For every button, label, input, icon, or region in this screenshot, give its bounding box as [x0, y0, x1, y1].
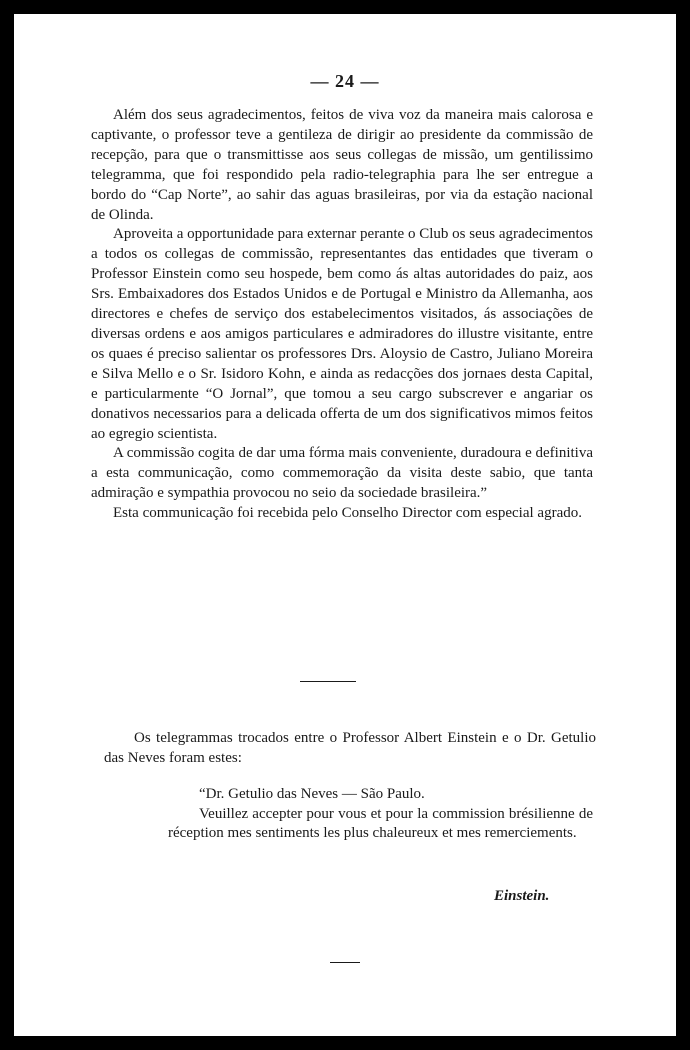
end-divider	[330, 962, 360, 963]
telegrams-intro-text: Os telegrammas trocados entre o Professor Albert Einstein e o Dr. Getulio das Neves foram estes:	[104, 730, 596, 766]
telegram-message: Veuillez accepter pour vous et pour la commission brésilienne de réception mes sentiments les plus chaleureux et mes remerciements.	[168, 805, 593, 841]
paragraph-thanks: Aproveita a opportunidade para externar perante o Club os seus agradecimentos a todos os collegas de commissão, representantes das entidades que tiveram o Professor Einstein como seu hospede, bem como ás altas autoridades do paiz, aos Srs. Embaixadores dos Estados Unidos e de Portugal e Ministro da Allemanha, aos directores e chefes de serviço dos estabelecimentos visitados, ás associações de diversas ordens e aos amigos particulares e admiradores do illustre visitante, entre os quaes é preciso salientar os professores Drs. Aloysio de Castro, Juliano Moreira e Silva Mello e o Sr. Isidoro Kohn, e ainda as redacções dos jornaes desta Capital, e particularmente “O Jornal”, que tomou a seu cargo subscrever e angariar os donativos necessarios para a delicada offerta de um dos significativos mimos feitos ao egregio scientista.	[91, 226, 593, 442]
section-divider	[300, 681, 356, 682]
telegram-salutation: “Dr. Getulio das Neves — São Paulo.	[199, 786, 425, 802]
paragraph-commemoration: A commissão cogita de dar uma fórma mais conveniente, duradoura e definitiva a esta communicação, como commemoração da visita deste sabio, que tanta admiração e sympathia provocou no seio da sociedade brasileira.”	[91, 445, 593, 502]
telegram-quote	[168, 785, 593, 844]
report-body	[91, 106, 593, 524]
telegrams-intro	[104, 728, 596, 768]
paragraph-council-note: Esta communicação foi recebida pelo Conselho Director com especial agrado.	[113, 505, 582, 522]
paragraph-acknowledgements: Além dos seus agradecimentos, feitos de viva voz da maneira mais calorosa e captivante, o professor teve a gentileza de dirigir ao presidente da commissão de recepção, para que o transmittisse aos seus collegas de missão, um gentilissimo telegramma, que foi respondido pela radio-telegraphia para lhe ser entregue a bordo do “Cap Norte”, ao sahir das aguas brasileiras, por via da estação nacional de Olinda.	[91, 107, 593, 223]
page-number: — 24 —	[310, 71, 380, 91]
signature: Einstein.	[494, 888, 550, 904]
document-page	[14, 14, 676, 1036]
